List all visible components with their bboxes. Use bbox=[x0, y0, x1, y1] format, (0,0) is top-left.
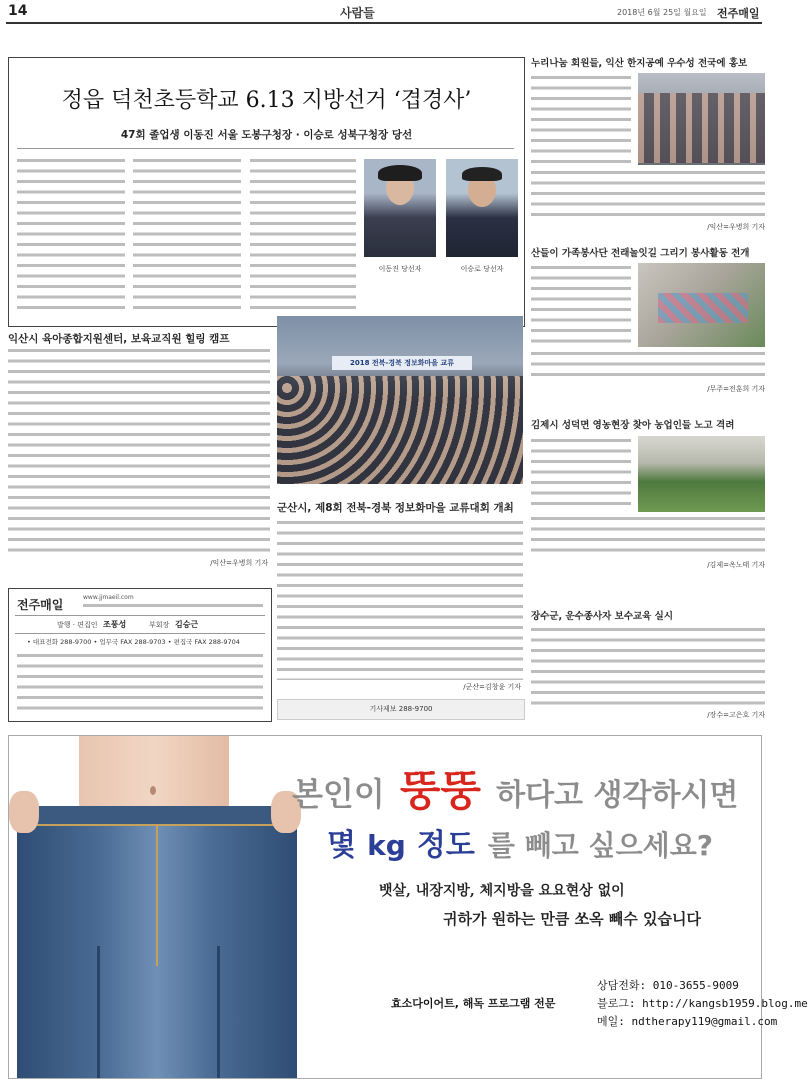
right-story2-title: 산들이 가족봉사단 전래놀잇길 그리기 봉사활동 전개 bbox=[531, 248, 750, 259]
masthead bbox=[8, 588, 272, 722]
advertisement bbox=[8, 735, 808, 1079]
right-story1-byline: /익산=우병희 기자 bbox=[707, 223, 765, 231]
ad-line2-prefix: 몇 bbox=[327, 828, 356, 863]
gunsan-photo bbox=[277, 316, 523, 484]
publisher-label: 발행 · 편집인 bbox=[57, 621, 98, 629]
ad-program: 효소다이어트, 해독 프로그램 전문 bbox=[391, 997, 556, 1010]
editor-label: 부회장 bbox=[149, 621, 170, 629]
ad-line2-emph2: 정도 bbox=[416, 828, 475, 863]
ad-phone: 상담전화: 010-3655-9009 bbox=[597, 979, 739, 992]
ad-line1-emph: 뚱뚱 bbox=[399, 766, 481, 815]
ad-line1-prefix: 본인이 bbox=[292, 775, 385, 813]
lead-title: 정읍 덕천초등학교 6.13 지방선거 ‘겹경사’ bbox=[61, 88, 472, 113]
right-story3-photo bbox=[638, 436, 765, 512]
section-name: 사람들 bbox=[340, 6, 375, 20]
photo2-caption: 이승로 당선자 bbox=[460, 265, 504, 273]
publisher-name: 조풍성 bbox=[103, 620, 127, 629]
masthead-phones: • 대표전화 288-9700 • 업무국 FAX 288-9703 • 편집국 FAX 288-9704 bbox=[27, 638, 240, 646]
gunsan-byline: /군산=김창윤 기자 bbox=[463, 683, 521, 691]
masthead-address bbox=[83, 601, 263, 611]
right-story3-text2 bbox=[531, 514, 765, 558]
gunsan-text bbox=[277, 518, 523, 680]
news-tip-box bbox=[277, 699, 525, 720]
ad-blog: 블로그: http://kangsb1959.blog.me bbox=[597, 997, 808, 1010]
right-story2-photo bbox=[638, 263, 765, 347]
healing-text bbox=[8, 346, 270, 556]
right-story3-title: 김제시 성덕면 영농현장 찾아 농업인들 노고 격려 bbox=[531, 420, 735, 431]
gunsan-title: 군산시, 제8회 전북-경북 정보화마을 교류대회 개최 bbox=[277, 502, 514, 514]
issue-date: 2018년 6월 25일 월요일 bbox=[617, 8, 707, 17]
ad-jeans bbox=[17, 806, 297, 1078]
ad-email: 메일: ndtherapy119@gmail.com bbox=[597, 1015, 778, 1028]
paper-name: 전주매일 bbox=[717, 7, 760, 20]
masthead-directory bbox=[17, 651, 263, 713]
ad-hand-left bbox=[9, 791, 39, 833]
right-story1-text bbox=[531, 73, 631, 165]
ad-figure-navel bbox=[150, 786, 156, 795]
right-story4-byline: /장수=고은호 기자 bbox=[707, 711, 765, 719]
photo1-caption: 이동진 당선자 bbox=[378, 265, 422, 273]
ad-line2-emph1: kg bbox=[367, 829, 406, 862]
lead-divider bbox=[17, 148, 514, 149]
right-story4-title: 장수군, 운수종사자 보수교육 실시 bbox=[531, 611, 674, 622]
right-story1-title: 누리나눔 회원들, 익산 한지공예 우수성 전국에 홍보 bbox=[531, 58, 748, 69]
right-story3-byline: /김제=옥노태 기자 bbox=[707, 561, 765, 569]
candidate-photo-1 bbox=[364, 159, 436, 257]
lead-story bbox=[8, 57, 525, 327]
healing-byline: /익산=우병희 기자 bbox=[210, 559, 268, 567]
lead-text-col2 bbox=[133, 156, 241, 316]
header-rule bbox=[6, 22, 762, 24]
masthead-rule-1 bbox=[15, 615, 265, 616]
right-story4-text bbox=[531, 625, 765, 711]
ad-body-1: 뱃살, 내장지방, 체지방을 요요현상 없이 bbox=[379, 883, 625, 899]
right-story3-text bbox=[531, 436, 631, 512]
ad-headline-1 bbox=[292, 758, 738, 818]
lead-subtitle: 47회 졸업생 이동진 서울 도봉구청장 · 이승로 성북구청장 당선 bbox=[120, 129, 413, 141]
lead-text-col3 bbox=[250, 156, 356, 316]
right-story2-byline: /무주=전훈희 기자 bbox=[707, 385, 765, 393]
lead-text-col1 bbox=[17, 156, 125, 316]
ad-headline-2 bbox=[327, 820, 713, 864]
gunsan-banner: 2018 전북-경북 정보화마을 교류 bbox=[332, 356, 472, 370]
ad-line2-suffix: 를 빼고 싶으세요? bbox=[487, 829, 713, 862]
right-story1-photo bbox=[638, 73, 765, 165]
page-number: 14 bbox=[8, 3, 28, 19]
healing-title: 익산시 육아종합지원센터, 보육교직원 힐링 캠프 bbox=[8, 333, 230, 345]
right-story2-text2 bbox=[531, 349, 765, 379]
masthead-name: 전주매일 bbox=[17, 598, 64, 612]
ad-line1-suffix: 하다고 생각하시면 bbox=[496, 778, 739, 813]
ad-body-2: 귀하가 원하는 만큼 쏘옥 빼수 있습니다 bbox=[443, 910, 701, 928]
right-story1-text2 bbox=[531, 168, 765, 220]
candidate-photo-2 bbox=[446, 159, 518, 257]
masthead-url: www.jjmaeil.com bbox=[83, 594, 134, 601]
masthead-rule-2 bbox=[15, 633, 265, 634]
editor-name: 김승근 bbox=[175, 620, 199, 629]
news-tip-label: 기사제보 288-9700 bbox=[369, 705, 433, 713]
right-story2-text bbox=[531, 263, 631, 347]
